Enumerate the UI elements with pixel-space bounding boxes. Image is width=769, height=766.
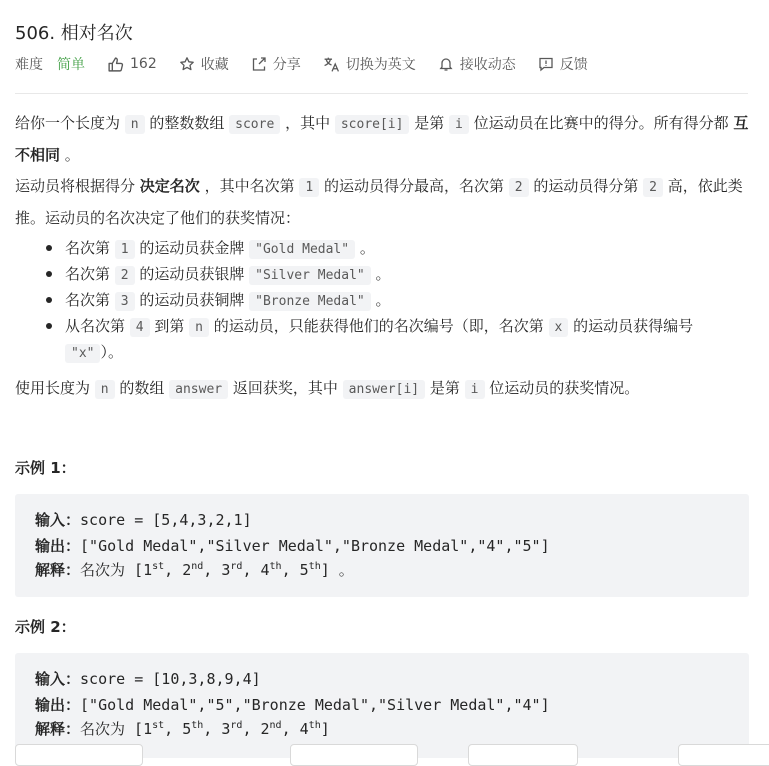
feedback-icon [538, 56, 554, 72]
bottom-button-1[interactable] [15, 744, 143, 766]
list-item: 从名次第 4 到第 n 的运动员，只能获得他们的名次编号（即，名次第 x 的运动员获得编号 "x" ）。 [15, 314, 751, 366]
example-2-title: 示例 2： [15, 618, 76, 636]
medal-rules-list [15, 236, 751, 366]
difficulty-value: 简单 [57, 57, 85, 73]
example-output-line: 输出：["Gold Medal","Silver Medal","Bronze Medal","4","5"] [35, 537, 550, 555]
example-explain-line: 解释：名次为 [1st, 2nd, 3rd, 4th, 5th] 。 [35, 561, 354, 579]
bottom-button-4[interactable] [678, 744, 769, 766]
example-input-line: 输入：score = [10,3,8,9,4] [35, 670, 261, 688]
bottom-button-3[interactable] [468, 744, 578, 766]
list-item: 名次第 2 的运动员获银牌 "Silver Medal" 。 [15, 262, 751, 288]
share-icon [251, 56, 267, 72]
difficulty-label: 难度 [15, 57, 43, 73]
feedback-button[interactable] [538, 54, 588, 74]
share-button[interactable] [251, 54, 301, 74]
feedback-label: 反馈 [559, 57, 588, 73]
example-input-line: 输入：score = [5,4,3,2,1] [35, 511, 252, 529]
favorite-label: 收藏 [200, 57, 229, 73]
difficulty [15, 54, 85, 74]
example-output-line: 输出：["Gold Medal","5","Bronze Medal","Silver Medal","4"] [35, 696, 550, 714]
subscribe-button[interactable] [438, 54, 516, 74]
star-icon [179, 56, 195, 72]
problem-title: 506. 相对名次 [15, 23, 133, 44]
example-2-box [15, 653, 749, 758]
favorite-button[interactable] [179, 54, 229, 74]
list-item: 名次第 3 的运动员获铜牌 "Bronze Medal" 。 [15, 288, 751, 314]
problem-meta-bar [15, 54, 610, 74]
translate-button[interactable] [323, 54, 416, 74]
share-label: 分享 [272, 57, 301, 73]
like-count: 162 [130, 56, 157, 72]
subscribe-label: 接收动态 [459, 57, 516, 73]
description-paragraph-1: 给你一个长度为 n 的整数数组 score ，其中 score[i] 是第 i 位运动员在比赛中的得分。所有得分都 互不相同 。 [15, 114, 749, 164]
bottom-toolbar [0, 744, 769, 758]
translate-label: 切换为英文 [345, 57, 416, 73]
list-item: 名次第 1 的运动员获金牌 "Gold Medal" 。 [15, 236, 751, 262]
like-button[interactable] [107, 56, 157, 73]
divider [15, 93, 748, 94]
translate-icon [323, 56, 340, 73]
bell-icon [438, 56, 454, 72]
thumbs-up-icon [107, 56, 124, 73]
description-paragraph-2: 运动员将根据得分 决定名次 ，其中名次第 1 的运动员得分最高，名次第 2 的运动员得分第 2 高，依此类推。运动员的名次决定了他们的获奖情况： [15, 177, 743, 227]
description-paragraph-3: 使用长度为 n 的数组 answer 返回获奖，其中 answer[i] 是第 i 位运动员的获奖情况。 [15, 379, 640, 397]
bottom-button-2[interactable] [290, 744, 418, 766]
example-1-title: 示例 1： [15, 459, 76, 477]
example-explain-line: 解释：名次为 [1st, 5th, 3rd, 2nd, 4th] [35, 720, 330, 738]
example-1-box [15, 494, 749, 597]
